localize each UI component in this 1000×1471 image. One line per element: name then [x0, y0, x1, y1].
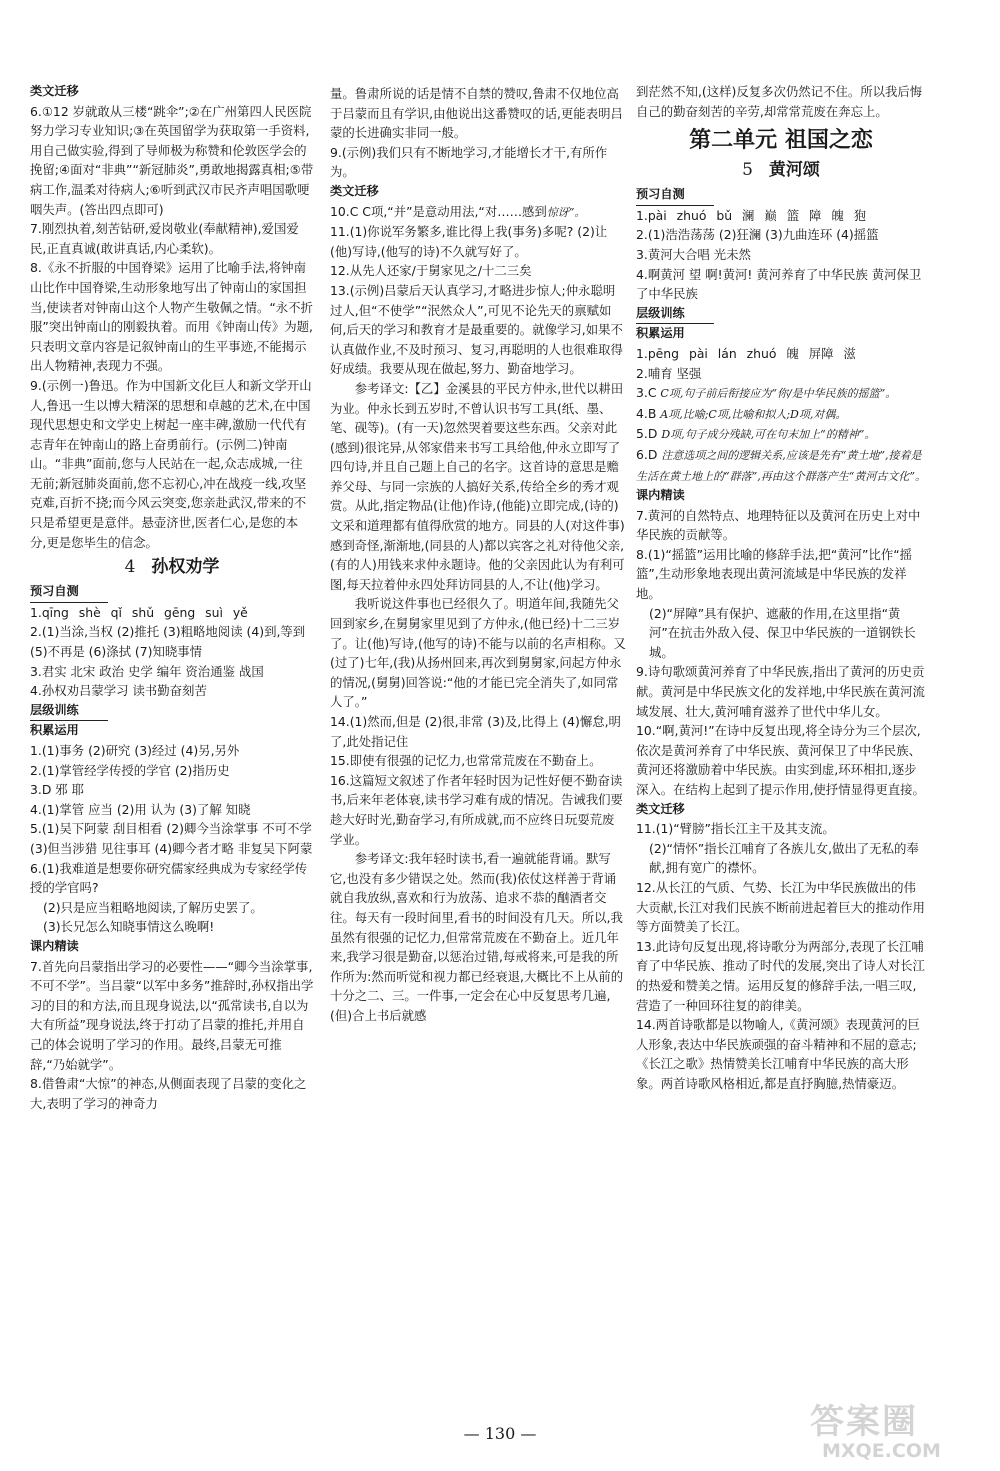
- section-heading: [30, 582, 314, 603]
- section-heading: [30, 937, 314, 957]
- answer-item: 6.(1)我难道是想要你研究儒家经典成为专家经学传授的学官吗?: [30, 860, 308, 896]
- lesson-title: [636, 157, 926, 183]
- section-heading: [636, 800, 926, 820]
- answer-item: 1.(1)事务 (2)研究 (3)经过 (4)另,另外: [30, 743, 240, 758]
- answer-item: 4.孙权劝吕蒙学习 读书勤奋刻苦: [30, 683, 207, 699]
- answer-item: 10.“啊,黄河!”在诗中反复出现,将全诗分为三个层次,依次是黄河养育了中华民族、黄河保卫了中华民族、黄河还将激励着中华民族。由实到虚,环环相扣,逐步深入。在结构上起到了提示作用,使抒情显得更直接。: [636, 723, 925, 797]
- answer-item: 3.君实 北宋 政治 史学 编年 资治通鉴 战国: [30, 663, 264, 679]
- translation-paragraph: 我听说这件事也已经很久了。明道年间,我随先父回到家乡,在舅舅家里见到了方仲永,(他已经)十二三岁了。让(他)写诗,(他写的诗)不能与以前的名声相称。又(过了)七年,(我)从扬州回来,再次到舅舅家,问起方仲永的情况,(舅舅)回答说:“他的才能已完全消失了,如同常人了。”: [330, 596, 626, 710]
- lesson-number: 4: [124, 557, 136, 578]
- answer-item: 3.D 邪 耶: [30, 782, 85, 798]
- answer-choice: 4.B: [636, 405, 661, 421]
- answer-item: 9.诗句歌颂黄河养育了中华民族,指出了黄河的历史贡献。黄河是中华民族文化的发祥地,中华民族在黄河流域发展、壮大,黄河哺育滋养了世代中华儿女。: [636, 664, 925, 719]
- section-heading: [636, 486, 926, 506]
- answer-item: 13.(示例)吕蒙后天认真学习,才略进步惊人;仲永聪明过人,但“不使学”“泯然众人”,可见不论先天的禀赋如何,后天的学习和教育才是最重要的。就像学习,如果不认真做作业,不及时预习、复习,再聪明的人也很难取得好成绩。我要从现在做起,努力、勤奋地学习。: [330, 282, 623, 377]
- translation-paragraph: 参考译文:我年轻时读书,看一遍就能背诵。默写它,也没有多少错误之处。然而(我)依仗这样善于背诵就自我放纵,喜欢和行为放荡、追求不恭的酗酒者交往。每天有一段时间里,看书的时间没有几天。所以,我虽然有很强的记忆力,但常常荒废在不勤奋上。近几年来,我学习很是勤奋,以惩治过错,每戒将来,可是我的所作所为:然而听觉和视力都已经衰退,大概比不上从前的十分之二、三。一件事,一定会在心中反复思考几遍,(但)合上书后就感: [330, 851, 624, 1023]
- section-label: 类文迁移: [636, 801, 685, 816]
- answer-item: 2.(1)当涂,当权 (2)推托 (3)粗略地阅读 (4)到,等到 (5)不再是 (6)涤拭 (7)知晓事情: [30, 624, 310, 660]
- page-number: — 130 —: [463, 1424, 537, 1443]
- answer-item: 12.从先人还家/于舅家见之/十二三矣: [330, 263, 532, 279]
- column-right: [636, 82, 926, 1094]
- answer-item: 15.即使有很强的记忆力,也常常荒废在不勤奋上。: [330, 753, 602, 769]
- section-heading: [30, 721, 314, 741]
- section-label: 积累运用: [30, 723, 79, 738]
- section-label: 预习自测: [30, 582, 108, 603]
- lesson-name: 孙权劝学: [151, 557, 220, 578]
- answer-item: 6.①12 岁就敢从三楼“跳伞”;②在广州第四人民医院努力学习专业知识;③在英国留学为获取第一手资料,用自己做实验,得到了导师极为称赞和伦敦医学会的挽留;④面对“非典”“新冠肺炎”,勇敢地揭露真相;⑤带病工作,温柔对待病人;⑥听到武汉市民齐声唱国歌哽咽失声。(答出四点即可): [30, 103, 314, 217]
- answer-item: 4.(1)掌管 应当 (2)用 认为 (3)了解 知晓: [30, 801, 251, 817]
- answer-item: 2.哺育 坚强: [636, 365, 702, 381]
- answer-item: 5.(1)吴下阿蒙 刮目相看 (2)卿今当涂掌事 不可不学 (3)但当涉猎 见往事耳 (4)卿今者才略 非复吴下阿蒙: [30, 821, 316, 856]
- answer-item: 4.啊黄河 望 啊!黄河! 黄河养育了中华民族 黄河保卫了中华民族: [636, 266, 922, 302]
- answer-item: 8.《永不折服的中国脊梁》运用了比喻手法,将钟南山比作中国脊梁,生动形象地写出了钟南山的家国担当,使读者对钟南山这个人物产生敬佩之情。“永不折服”突出钟南山的刚毅执着。而用《钟南山传》为题,只表明文章内容是记叙钟南山的生平事迹,不能揭示出人物精神,表现力不强。: [30, 260, 313, 374]
- answer-subitem: (3)长兄怎么知晓事情这么晚啊!: [43, 919, 215, 935]
- section-label: 类文迁移: [330, 183, 379, 198]
- answer-item: 2.(1)掌管经学传授的学官 (2)指历史: [30, 762, 230, 778]
- section-heading: [636, 304, 926, 325]
- answer-item: 14.(1)然而,但是 (2)很,非常 (3)及,比得上 (4)懈怠,明了,此处指记住: [330, 714, 621, 749]
- answer-note: C项,句子前后衔接应为“你/是中华民族的摇篮”。: [660, 387, 897, 401]
- translation-paragraph: 参考译文:【乙】金溪县的平民方仲永,世代以耕田为业。仲永长到五岁时,不曾认识书写工具(纸、墨、笔、砚等)。(有一天)忽然哭着要这些东西。父亲对此(感到)很诧异,从邻家借来书写工具给他,仲永立即写了四句诗,并且自己题上自己的名字。这首诗的意思是赡养父母、与同一宗族的人搞好关系,传给全乡的秀才观赏。从此,指定物品(让他)作诗,(他能)立即完成,(诗的)文采和道理都有值得欣赏的地方。同县的人(对这件事)感到奇怪,渐渐地,(同县的人)都以宾客之礼对待他父亲,(有的人)用钱来求仲永题诗。他的父亲因此认为有利可图,每天拉着仲永四处拜访同县的人,不让(他)学习。: [330, 380, 625, 592]
- answer-item: 8.(1)“摇篮”运用比喻的修辞手法,把“黄河”比作“摇篮”,生动形象地表现出黄河流域是中华民族的发祥地。: [636, 546, 913, 602]
- answer-item: 12.从长江的气质、气势、长江为中华民族做出的伟大贡献,长江对我们民族不断前进起着巨大的推动作用等方面赞美了长江。: [636, 879, 925, 935]
- unit-title: 第二单元 祖国之恋: [689, 127, 873, 154]
- section-heading: [30, 82, 314, 102]
- answer-item: 7.刚烈执着,刻苦钻研,爱岗敬业(奉献精神),爱国爱民,正直真诚(敢讲真话,内心柔软)。: [30, 221, 299, 256]
- lesson-title: [30, 554, 314, 580]
- section-heading: [30, 701, 314, 722]
- watermark-url: MXQE.COM: [822, 1440, 941, 1462]
- answer-item: 13.此诗句反复出现,将诗歌分为两部分,表现了长江哺育了中华民族、推动了时代的发展,突出了诗人对长江的热爱和赞美之情。运用反复的修辞手法,一唱三叹,营造了一种回环往复的韵律美。: [636, 938, 925, 1013]
- section-label: 积累运用: [636, 326, 685, 341]
- lesson-name: 黄河颂: [768, 160, 820, 181]
- answer-item: 到茫然不知,(这样)反复多次仍然记不住。所以我后悔自己的勤奋刻苦的辛劳,却常常荒废在奔忘上。: [636, 84, 923, 119]
- answer-note: D项,句子成分残缺,可在句末加上“的精神”。: [661, 428, 876, 442]
- answer-choice: 6.D: [636, 446, 662, 462]
- lesson-number: 5: [742, 160, 753, 181]
- pinyin-answer: 1.pài zhuó bǔ 澜 巅 篮 障 魄 狍: [636, 207, 867, 223]
- answer-item: 11.(1)“臂膀”指长江主干及其支流。: [636, 821, 835, 837]
- answer-item: 9.(示例)我们只有不断地学习,才能增长才干,有所作为。: [330, 144, 608, 180]
- answer-note: 惊讶”。: [546, 205, 586, 219]
- answer-item: 量。鲁肃所说的话是情不自禁的赞叹,鲁肃不仅地位高于吕蒙而且有学识,由他说出这番赞叹的话,更能表明吕蒙的长进确实非同一般。: [330, 86, 623, 141]
- section-label: 预习自测: [636, 185, 714, 206]
- section-heading: [330, 182, 626, 202]
- watermark-logo: [810, 1390, 980, 1470]
- answer-item: 16.这篇短文叙述了作者年轻时因为记性好便不勤奋读书,后来年老体衰,读书学习难有成的情况。告诫我们要趁大好时光,勤奋学习,有所成就,而不应终日玩耍荒废学业。: [330, 772, 623, 847]
- answer-item: [636, 424, 926, 445]
- section-label: 类文迁移: [30, 84, 79, 98]
- answer-note: A项,比喻;C项,比喻和拟人;D项,对偶。: [660, 407, 847, 421]
- section-label: 课内精读: [636, 488, 685, 503]
- section-heading: [636, 324, 926, 344]
- section-heading: [636, 185, 926, 206]
- answer-choice: 5.D: [636, 426, 662, 442]
- answer-item: [330, 202, 626, 223]
- answer-item: [636, 383, 926, 404]
- section-label: 课内精读: [30, 938, 79, 953]
- section-label: 层级训练: [30, 701, 108, 722]
- answer-item: 3.黄河大合唱 光未然: [636, 246, 751, 262]
- column-left: [30, 82, 314, 1113]
- answer-item: 2.(1)浩浩荡荡 (2)狂澜 (3)九曲连环 (4)摇篮: [636, 227, 879, 243]
- watermark-logo-text: 答案圈: [810, 1402, 918, 1442]
- answer-item: 7.首先向吕蒙指出学习的必要性——“卿今当涂掌事,不可不学”。当吕蒙“以军中多务”推辞时,孙权指出学习的目的和方法,而且现身说法,以“孤常读书,自以为大有所益”现身说法,终于打动了吕蒙的推托,并用自己的体会说明了学习的作用。最终,吕蒙无可推辞,“乃始就学”。: [30, 958, 314, 1072]
- answer-subitem: (2)只是应当粗略地阅读,了解历史罢了。: [43, 899, 263, 915]
- answer-item: 8.借鲁肃“大惊”的神态,从侧面表现了吕蒙的变化之大,表明了学习的神奇力: [30, 1076, 307, 1111]
- answer-item: 7.黄河的自然特点、地理特征以及黄河在历史上对中华民族的贡献等。: [636, 507, 921, 543]
- answer-item: 14.两首诗歌都是以物喻人,《黄河颂》表现黄河的巨人形象,表达中华民族顽强的奋斗精神和不屈的意志;《长江之歌》热情赞美长江哺育中华民族的高大形象。两首诗歌风格相近,都是直抒胸臆,热情豪迈。: [636, 1017, 920, 1091]
- pinyin-answer: 1.pēng pài lán zhuó 魄 屏障 滋: [636, 345, 856, 361]
- answer-choice: 3.C: [636, 385, 661, 401]
- answer-note: 注意选项之间的逻辑关系,应该是先有“黄土地”,接着是生活在黄土地上的“群落”,再由这个群落产生“黄河古文化”。: [636, 448, 926, 483]
- section-label: 层级训练: [636, 304, 714, 325]
- answer-item: 11.(1)你说军务繁多,谁比得上我(事务)多呢? (2)让(他)写诗,(他写的诗)不久就写好了。: [330, 224, 608, 259]
- answer-subitem: (2)“屏障”具有保护、遮蔽的作用,在这里指“黄河”在抗击外敌入侵、保卫中华民族的一道钢铁长城。: [649, 605, 916, 660]
- answer-item: [636, 404, 926, 425]
- column-middle: [330, 84, 626, 1026]
- answer-item: 9.(示例一)鲁迅。作为中国新文化巨人和新文学开山人,鲁迅一生以博大精深的思想和卓越的艺术,在中国现代思想史和文学史上树起一座丰碑,激励一代代有志青年在钟南山的路上奋勇前行。(示例二)钟南山。“非典”面前,您与人民站在一起,众志成城,一往无前;新冠肺炎面前,您不忘初心,冲在战疫一线,攻坚克难,百折不挠;而今风云突变,您亲赴武汉,带来的不只是希望更是意伴。悬壶济世,医者仁心,是您的本分,更是您毕生的信念。: [30, 377, 312, 550]
- pinyin-answer: 1.qīng shè qǐ shǔ gēng suì yě: [30, 604, 248, 620]
- answer-choice: 10.C C项,“并”是意动用法,“对……感到: [330, 203, 547, 219]
- answer-subitem: (2)“情怀”指长江哺育了各族儿女,做出了无私的奉献,拥有宽广的襟怀。: [649, 840, 919, 876]
- answer-item: [636, 445, 926, 486]
